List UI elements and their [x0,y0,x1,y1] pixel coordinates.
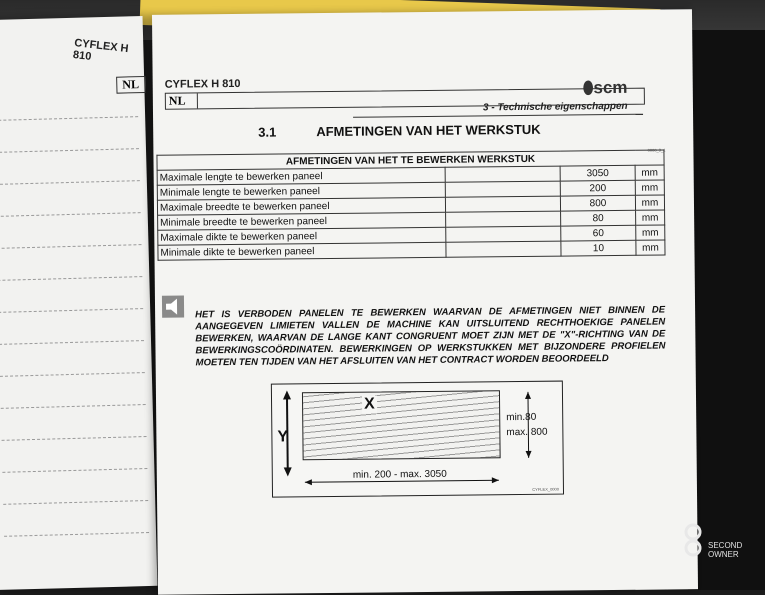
header-model: CYFLEX H 810 [164,77,241,91]
ruled-line [2,468,147,473]
left-page-header: CYFLEX H 810 [72,37,130,63]
row-label: Minimale lengte te bewerken paneel [157,182,445,200]
workpiece-diagram [271,381,564,498]
table-caption: AFMETINGEN VAN HET TE BEWERKEN WERKSTUK [157,150,664,170]
section-header: 3 - Technische eigenschappen [482,100,628,114]
row-unit: mm [635,195,664,210]
header-lang: NL [166,93,198,108]
row-label: Minimale dikte te bewerken paneel [158,242,446,260]
brand-logo-icon: ⬮ [582,78,594,98]
blank-cell [445,196,560,212]
width-min-label: min.80 [506,411,537,424]
row-unit: mm [636,225,665,240]
ruled-line [0,276,142,281]
left-page-lang: NL [116,76,145,94]
ruled-line [0,308,143,313]
ruled-line [0,148,139,153]
width-max-label: max. 800 [506,426,548,439]
row-unit: mm [636,240,665,255]
blank-cell [446,241,561,257]
binder-edge [688,30,765,590]
x-axis-label: X [362,396,377,414]
row-label: Maximale dikte te bewerken paneel [158,227,446,245]
row-value: 200 [560,180,635,196]
table-ref: 0000_3_1 [647,147,666,153]
ruled-line [0,180,140,185]
watermark-text [708,541,742,559]
blank-cell [445,181,560,197]
ruled-line [4,532,149,537]
watermark-line-1: SECOND [708,541,743,550]
row-unit: mm [636,210,665,225]
row-unit: mm [635,165,664,180]
watermark-logo-icon [683,520,703,560]
row-label: Maximale lengte te bewerken paneel [157,167,445,185]
blank-cell [446,226,561,242]
ruled-line [0,116,138,121]
manual-page [152,9,698,595]
row-label: Maximale breedte te bewerken paneel [157,197,445,215]
row-unit: mm [635,180,664,195]
section-heading [258,122,541,140]
dimensions-table [156,149,665,260]
section-number: 3.1 [258,124,277,140]
y-axis-label: Y [277,428,289,446]
ruled-line [2,436,147,441]
row-value: 3050 [560,165,635,181]
ruled-line [1,404,146,409]
wood-panel [302,390,501,460]
diagram-ref: CYFLEX_0000 [532,486,559,492]
blank-cell [445,166,560,182]
warning-speaker-icon [162,296,184,318]
ruled-line [3,500,148,505]
section-title: AFMETINGEN VAN HET WERKSTUK [316,121,541,140]
ruled-line [0,372,145,377]
row-value: 60 [561,225,636,241]
warning-text: HET IS VERBODEN PANELEN TE BEWERKEN WAARVAN DE AFMETINGEN NIET BINNEN DE AANGEGEVEN LIMIETEN VALLEN DE MACHINE KAN UITSLUITEND RECHTHOEKIGE PANELEN BEWERKEN, WAARVAN DE LANGE KANT CONGRUENT MOET ZIJN MET DE "X"-RICHTING VAN DE BEWERKINGSCOÖRDINATEN. BEWERKINGEN OP WERKSTUKKEN MET BIJZONDERE PROFIELEN MOETEN TEN TIJDEN VAN HET AFSLUITEN VAN HET CONTRACT WORDEN BEOORDEELD [195,304,666,369]
section-underline [353,114,643,118]
row-label: Minimale breedte te bewerken paneel [158,212,446,230]
blank-cell [446,211,561,227]
row-value: 800 [560,195,635,211]
ruled-line [0,244,142,249]
brand-name: scm [593,77,628,98]
watermark-line-2: OWNER [708,550,739,559]
length-range-label: min. 200 - max. 3050 [352,468,447,481]
ruled-line [0,212,141,217]
ruled-line [0,340,144,345]
row-value: 10 [561,240,636,256]
left-page [0,16,157,590]
row-value: 80 [561,210,636,226]
